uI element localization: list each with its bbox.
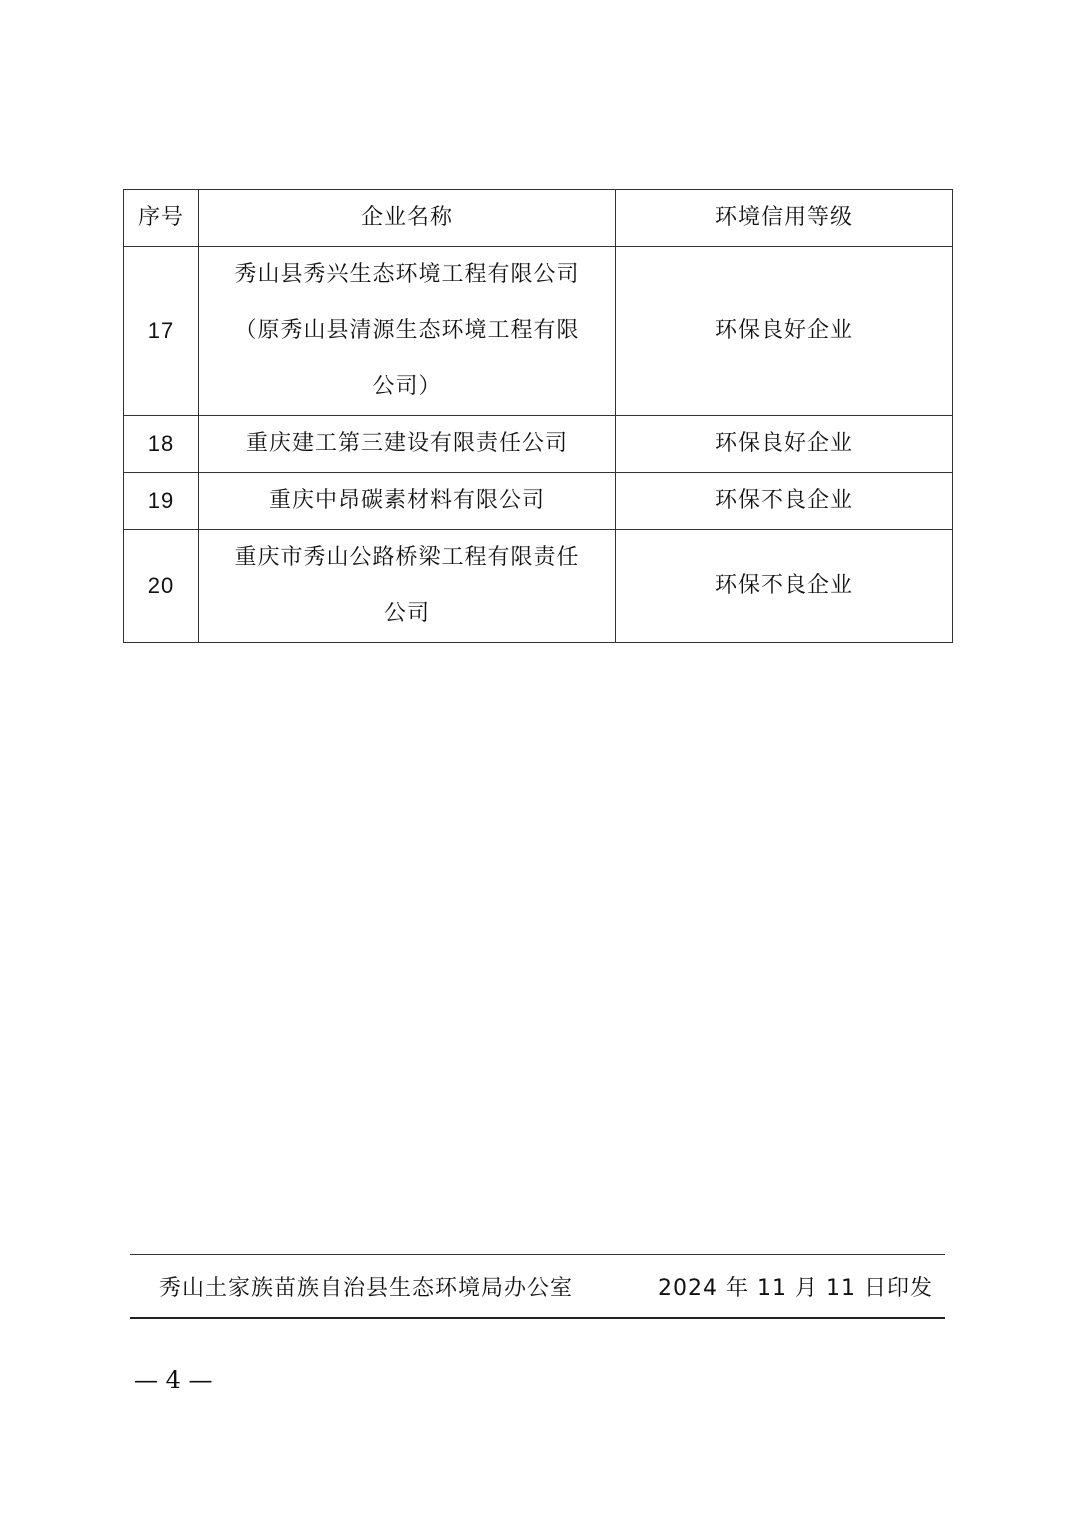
enterprise-credit-table bbox=[123, 189, 953, 643]
row-credit-grade: 环保不良企业 bbox=[616, 473, 953, 530]
issuing-office: 秀山土家族苗族自治县生态环境局办公室 bbox=[159, 1276, 574, 1301]
row-enterprise-name bbox=[199, 473, 616, 530]
table-row bbox=[124, 247, 953, 416]
row-credit-grade: 环保良好企业 bbox=[616, 247, 953, 416]
row-credit-grade: 环保良好企业 bbox=[616, 416, 953, 473]
table-row bbox=[124, 416, 953, 473]
enterprise-name-line: 公司 bbox=[383, 601, 430, 626]
row-serial-number: 20 bbox=[124, 530, 199, 643]
issue-date: 2024 年 11 月 11 日印发 bbox=[658, 1276, 933, 1301]
document-imprint-footer bbox=[130, 1254, 945, 1319]
enterprise-name-line: 重庆中昂碳素材料有限公司 bbox=[268, 488, 545, 513]
row-credit-grade: 环保不良企业 bbox=[616, 530, 953, 643]
enterprise-credit-table-container bbox=[123, 189, 952, 643]
row-enterprise-name bbox=[199, 416, 616, 473]
row-serial-number: 17 bbox=[124, 247, 199, 416]
enterprise-name-line: 重庆建工第三建设有限责任公司 bbox=[245, 431, 568, 456]
row-serial-number: 18 bbox=[124, 416, 199, 473]
table-row bbox=[124, 530, 953, 643]
enterprise-name-line: 秀山县秀兴生态环境工程有限公司 bbox=[234, 262, 580, 287]
table-row bbox=[124, 473, 953, 530]
enterprise-name-line: 公司） bbox=[372, 374, 442, 399]
enterprise-name-line: （原秀山县清源生态环境工程有限 bbox=[234, 318, 580, 343]
enterprise-name-line: 重庆市秀山公路桥梁工程有限责任 bbox=[234, 545, 580, 570]
header-credit-grade: 环境信用等级 bbox=[616, 190, 953, 247]
row-enterprise-name bbox=[199, 247, 616, 416]
header-enterprise-name: 企业名称 bbox=[199, 190, 616, 247]
page-number: — 4 — bbox=[134, 1366, 213, 1394]
row-serial-number: 19 bbox=[124, 473, 199, 530]
header-serial-number: 序号 bbox=[124, 190, 199, 247]
row-enterprise-name bbox=[199, 530, 616, 643]
table-header-row bbox=[124, 190, 953, 247]
